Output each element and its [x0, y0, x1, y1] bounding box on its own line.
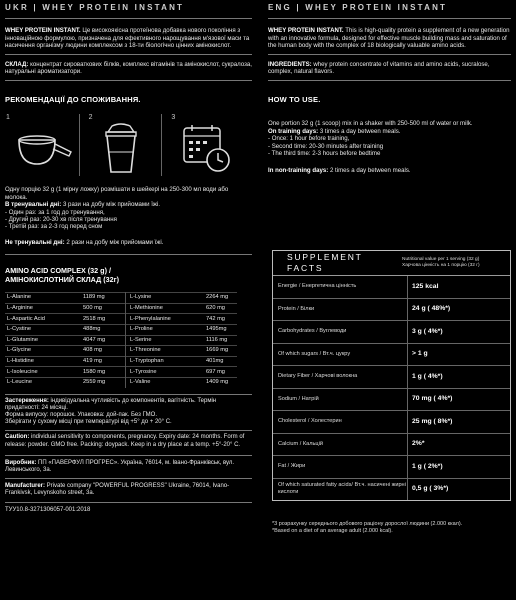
ukr-training-bold: В тренувальні дні: [5, 201, 62, 209]
eng-training-bold: On training days: [268, 127, 319, 135]
en-caution-bold: Caution: [5, 434, 30, 441]
ukr-training-text: 3 рази на добу між прийомами їжі. [61, 201, 161, 209]
amino-acid-amount: 742 mg [204, 314, 237, 325]
amino-acid-name: L-Histidine [5, 356, 81, 367]
step-number: 2 [88, 114, 93, 122]
amino-acid-title-ua: АМІНОКИСЛОТНИЙ СКЛАД (32г) [5, 274, 120, 284]
table-row [273, 299, 510, 322]
amino-acid-name: L-Serine [126, 335, 205, 346]
facts-header [273, 251, 510, 276]
nutrient-label: Fat / Жири [273, 456, 408, 478]
table-row [273, 411, 510, 434]
ukr-howto-title: РЕКОМЕНДАЦІЇ ДО СПОЖИВАННЯ. [5, 94, 141, 104]
facts-subtitle-ua: Харчова цінність на 1 порцію (32 г) [402, 263, 480, 268]
footnote-ua: *3 розрахунку середнього добового раціону дорослої людини (2.000 ккал). [272, 521, 463, 527]
facts-footnote [272, 521, 512, 535]
eng-intro-bold: WHEY PROTEIN INSTANT. [268, 27, 344, 34]
divider [5, 18, 252, 19]
step-3 [170, 114, 244, 176]
ukr-intro-text: Це високоякісна протеїнова добавка нового покоління з інноваційною формулою, призначена для ефективного нарощування м'язової маси та насичення організму людини комплексом з 18-ти біологічно цінних амінокислот. [5, 27, 250, 50]
eng-dose: One portion 32 g (1 scoop) mix in a shaker with 250-500 ml of water or milk. [268, 120, 473, 128]
eng-ingredients-bold: INGREDIENTS: [268, 60, 312, 68]
amino-acid-amount: 2518 mg [81, 314, 126, 325]
ukr-storage: Зберігати у сухому місці при температурі від +5° до + 20° С. [5, 419, 172, 426]
ukr-dose: Одну порцію 32 g (1 мірну ложку) розмішати в шейкері на 250-300 мл води або молока. [5, 186, 229, 201]
amino-acid-name: L-Tryptophan [126, 356, 205, 367]
amino-acid-title-en: AMINO ACID COMPLEX (32 g) / [5, 266, 111, 276]
table-row [5, 335, 237, 346]
amino-acid-name: L-Cystine [5, 324, 81, 335]
facts-rows [273, 276, 510, 500]
list-item: - Третій раз: за 2-3 год перед сном [5, 223, 103, 231]
ukr-warning-bold: Застереження: [5, 397, 49, 404]
table-row [5, 356, 237, 367]
amino-acid-amount: 1116 mg [204, 335, 237, 346]
step-number: 1 [6, 114, 10, 122]
tu-code: ТУУ10.8-3271306057-001:2018 [5, 506, 91, 513]
nutrient-label: Of which saturated fatty acids/ Вт.ч. насичені жирні кислоти [273, 479, 408, 501]
step-1 [5, 114, 80, 176]
nutrient-value: 24 g ( 48%*) [412, 305, 451, 312]
table-row [5, 314, 237, 325]
eng-nontraining-bold: In non-training days: [268, 167, 329, 175]
amino-acid-amount: 2264 mg [204, 293, 237, 304]
footnote-en: *Based on a diet of an average adult (2.000 kcal). [272, 527, 393, 534]
table-row [273, 479, 510, 501]
ukr-composition [5, 61, 252, 76]
list-item: - Один раз: за 1 год до тренування, [5, 208, 105, 216]
ukr-header: UKR | WHEY PROTEIN INSTANT [5, 3, 185, 12]
amino-acid-name: L-Tyrosine [126, 367, 205, 378]
eng-training-text: 3 times a day between meals. [318, 127, 401, 135]
amino-acid-name: L-Phenylalanine [126, 314, 205, 325]
eng-ingredients-text: whey protein concentrate of vitamins and amino acids, sucralose, complex, natural flavors. [268, 60, 490, 76]
eng-dosage [268, 120, 511, 174]
nutrient-label: Energie / Енергетична цінність [273, 276, 408, 298]
ukr-form: Форма випуску: порошок. Упаковка: дой-пак. Без ГМО. [5, 411, 157, 418]
ukr-composition-bold: СКЛАД: [5, 60, 29, 68]
amino-acid-name: L-Threonine [126, 346, 205, 357]
amino-acid-name: L-Aspartic Acid [5, 314, 81, 325]
divider [5, 455, 252, 456]
divider [5, 80, 252, 81]
eng-nontraining [268, 167, 511, 174]
supplement-facts-table [272, 250, 511, 501]
ukr-warnings [5, 398, 252, 427]
amino-acid-name: L-Lysine [126, 293, 205, 304]
table-row [5, 293, 237, 304]
amino-acid-amount: 1189 mg [81, 293, 126, 304]
list-item: - Другий раз: 20-30 хв після тренування [5, 215, 117, 223]
amino-acid-amount: 488mg [81, 324, 126, 335]
ukr-intro [5, 27, 252, 50]
nutrient-value: 70 mg ( 4%*) [412, 395, 453, 402]
divider [268, 54, 511, 55]
amino-acid-name: L-Arginine [5, 303, 81, 314]
ukr-nontraining-text: 2 рази на добу між прийомами їжі. [64, 238, 164, 246]
step-number: 3 [171, 114, 176, 122]
divider [5, 430, 252, 431]
table-row [273, 389, 510, 412]
eng-nontraining-text: 2 times a day between meals. [328, 167, 411, 175]
facts-subtitle-en: Nutritional value per 1 serving (32 g) [402, 257, 480, 263]
amino-acid-amount: 697 mg [204, 367, 237, 378]
nutrient-label: Dietary Fiber / Харчові волокна [273, 366, 408, 388]
nutrient-value: 125 kcal [412, 282, 439, 290]
amino-acid-amount: 401mg [204, 356, 237, 367]
eng-intro [268, 27, 511, 50]
ukr-manufacturer [5, 460, 252, 474]
ukr-composition-text: концентрат сироваткових білків, комплекс вітамінів та амінокислот, сукралоза, натуральні ароматизатори. [5, 60, 252, 76]
nutrient-value: 25 mg ( 8%*) [412, 417, 453, 425]
nutrient-label: Sodium / Натрій [273, 389, 408, 411]
amino-acid-name: L-Methionine [126, 303, 205, 314]
en-caution [5, 434, 252, 448]
ukr-training [5, 201, 252, 208]
table-row [273, 434, 510, 457]
amino-acid-amount: 620 mg [204, 303, 237, 314]
ukr-manufacturer-text: ПП «ПАВЕРФУЛ ПРОГРЕС». Україна, 76014, м. Івано-Франківськ, вул. Левинського, 3а. [5, 459, 235, 473]
nutrient-value: 1 g ( 4%*) [412, 372, 443, 380]
nutrient-label: Protein / Білки [273, 299, 408, 321]
amino-acid-amount: 1495mg [204, 324, 237, 335]
table-row [273, 321, 510, 344]
list-item: - Once: 1 hour before training, [268, 135, 350, 143]
ukr-manufacturer-bold: Виробник: [5, 459, 37, 466]
eng-intro-text: This is high-quality protein a supplement of a new generation with an innovative formula, designed for effective muscle building mass and saturation of the human body with the complex of 18 biologically valuable amino acids. [268, 27, 510, 50]
list-item: - The third time: 2-3 hours before bedtime [268, 149, 381, 157]
divider [5, 54, 252, 55]
nutrient-value: > 1 g [412, 350, 428, 357]
nutrient-label: Of which sugars / Вт.ч. цукру [273, 344, 408, 366]
amino-acid-name: L-Glutamine [5, 335, 81, 346]
table-row [5, 377, 237, 387]
amino-acid-name: L-Proline [126, 324, 205, 335]
table-row [5, 303, 237, 314]
scoop-icon [13, 122, 75, 172]
amino-acid-amount: 2559 mg [81, 377, 126, 387]
table-row [5, 367, 237, 378]
amino-acid-amount: 4047 mg [81, 335, 126, 346]
calendar-clock-icon [178, 122, 234, 176]
amino-acid-table [5, 292, 237, 387]
amino-acid-amount: 1580 mg [81, 367, 126, 378]
divider [5, 394, 252, 395]
en-caution-text: individual sensitivity to components, pregnancy. Expiry date: 24 months. Form of release: powder. GMO free. Packing: doypack. Keep in a dry place at a temp. +5°-20° C. [5, 434, 245, 448]
ukr-dosage [5, 186, 252, 246]
facts-subtitle [402, 257, 480, 269]
nutrient-label: Carbohydrates / Вуглеводи [273, 321, 408, 343]
table-row [5, 346, 237, 357]
shaker-icon [96, 122, 146, 176]
divider [268, 18, 511, 19]
amino-acid-amount: 500 mg [81, 303, 126, 314]
en-manufacturer [5, 483, 252, 497]
nutrient-value: 0,5 g ( 3%*) [412, 485, 449, 492]
amino-acid-name: L-Isoleucine [5, 367, 81, 378]
amino-acid-name: L-Alanine [5, 293, 81, 304]
ukr-warning [5, 398, 252, 412]
table-row [273, 276, 510, 299]
ukr-warning-text: індивідуальна чутливість до компонентів, вагітність. Термін придатності: 24 місяці. [5, 397, 217, 411]
eng-column [268, 0, 511, 175]
amino-acid-amount: 1409 mg [204, 377, 237, 387]
usage-icons [5, 114, 252, 176]
amino-acid-name: L-Leucine [5, 377, 81, 387]
nutrient-label: Calcium / Кальцій [273, 434, 408, 456]
en-manufacturer-text: Private company "POWERFUL PROGRESS" Ukraine, 76014, Ivano-Frankivsk, Levynskoho street, 3a. [5, 483, 230, 497]
eng-howto-title: HOW TO USE. [268, 94, 321, 104]
table-row [273, 456, 510, 479]
amino-acid-name: L-Glycine [5, 346, 81, 357]
facts-title: SUPPLEMENT FACTS [287, 252, 363, 273]
divider [268, 80, 511, 81]
amino-acid-title [5, 267, 252, 284]
table-row [5, 324, 237, 335]
ukr-nontraining [5, 239, 252, 246]
nutrient-value: 3 g ( 4%*) [412, 327, 443, 335]
amino-acid-name: L-Valine [126, 377, 205, 387]
ukr-column [5, 0, 252, 514]
divider [5, 502, 252, 503]
amino-acid-amount: 1669 mg [204, 346, 237, 357]
table-row [273, 344, 510, 367]
nutrient-value: 2%* [412, 440, 425, 447]
nutrient-value: 1 g ( 2%*) [412, 462, 443, 470]
amino-acid-amount: 408 mg [81, 346, 126, 357]
table-row [273, 366, 510, 389]
ukr-nontraining-bold: Не тренувальні дні: [5, 238, 65, 246]
ukr-intro-bold: WHEY PROTEIN INSTANT. [5, 27, 81, 34]
divider [5, 254, 252, 255]
en-manufacturer-bold: Manufacturer: [5, 483, 46, 490]
eng-ingredients [268, 61, 511, 76]
step-2 [88, 114, 163, 176]
eng-header: ENG | WHEY PROTEIN INSTANT [268, 3, 448, 12]
list-item: - Second time: 20-30 minutes after training [268, 142, 384, 150]
eng-training [268, 128, 511, 135]
nutrient-label: Cholesterol / Холестерин [273, 411, 408, 433]
divider [5, 478, 252, 479]
amino-acid-amount: 419 mg [81, 356, 126, 367]
